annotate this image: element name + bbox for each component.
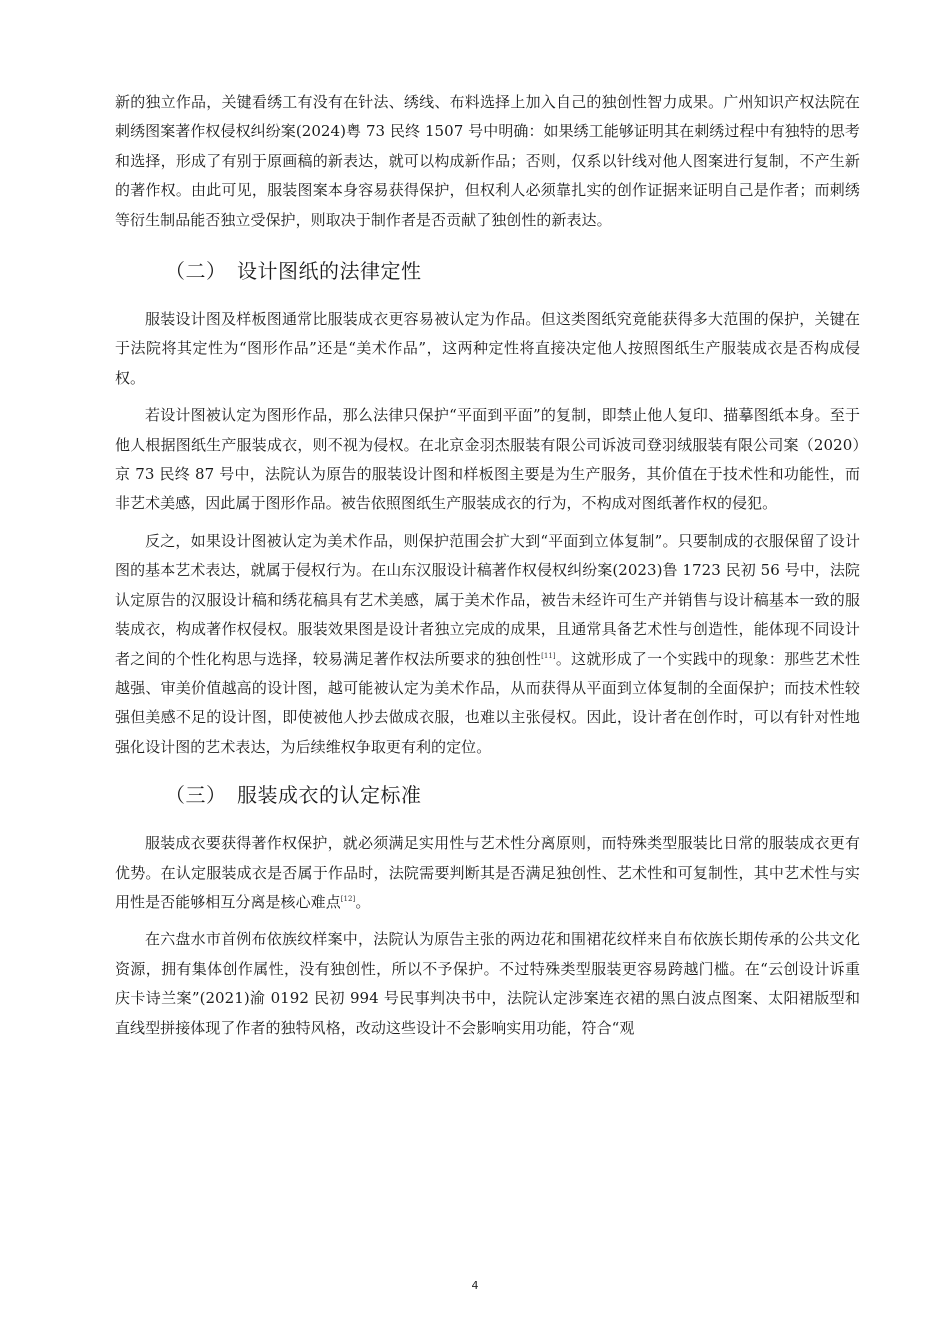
paragraph-text: 服装设计图及样板图通常比服装成衣更容易被认定为作品。但这类图纸究竟能获得多大范围的保护，关键在于法院将其定性为“图形作品”还是“美术作品”，这两种定性将直接决定他人按照图纸生产服装成衣是否构成侵权。	[115, 310, 860, 387]
paragraph	[115, 88, 860, 235]
section-heading-number: （二）	[165, 259, 227, 284]
section-heading-title: 服装成衣的认定标准	[237, 783, 422, 808]
paragraph-text: 新的独立作品，关键看绣工有没有在针法、绣线、布料选择上加入自己的独创性智力成果。广州知识产权法院在刺绣图案著作权侵权纠纷案(2024)粤 73 民终 1507 号中明确：如果绣工能够证明其在刺绣过程中有独特的思考和选择，形成了有别于原画稿的新表达，就可以构成新作品；否则，仅系以针线对他人图案进行复制，不产生新的著作权。由此可见，服装图案本身容易获得保护，但权利人必须靠扎实的创作证据来证明自己是作者；而刺绣等衍生制品能否独立受保护，则取决于制作者是否贡献了独创性的新表达。	[115, 93, 860, 229]
paragraph-text: 若设计图被认定为图形作品，那么法律只保护“平面到平面”的复制，即禁止他人复印、描摹图纸本身。至于他人根据图纸生产服装成衣，则不视为侵权。在北京金羽杰服装有限公司诉波司登羽绒服装有限公司案（2020）京 73 民终 87 号中，法院认为原告的服装设计图和样板图主要是为生产服务，其价值在于技术性和功能性，而非艺术美感，因此属于图形作品。被告依照图纸生产服装成衣的行为，不构成对图纸著作权的侵犯。	[115, 406, 860, 513]
footnote-reference[interactable]: [11]	[541, 651, 556, 660]
paragraph-text: 服装成衣要获得著作权保护，就必须满足实用性与艺术性分离原则，而特殊类型服装比日常的服装成衣更有优势。在认定服装成衣是否属于作品时，法院需要判断其是否满足独创性、艺术性和可复制性，其中艺术性与实用性是否能够相互分离是核心难点	[115, 834, 860, 911]
paragraph	[115, 829, 860, 917]
paragraph-text: 。	[355, 892, 371, 911]
paragraph	[115, 925, 860, 1043]
document-body	[115, 88, 860, 1043]
section-heading	[115, 781, 860, 809]
page-number: 4	[471, 1279, 479, 1292]
footnote-reference[interactable]: [12]	[340, 894, 356, 903]
section-heading-title: 设计图纸的法律定性	[237, 259, 422, 284]
paragraph	[115, 401, 860, 519]
paragraph	[115, 527, 860, 762]
paragraph-text: 在六盘水市首例布依族纹样案中，法院认为原告主张的两边花和围裙花纹样来自布依族长期传承的公共文化资源，拥有集体创作属性，没有独创性，所以不予保护。不过特殊类型服装更容易跨越门槛。在“云创设计诉重庆卡诗兰案”(2021)渝 0192 民初 994 号民事判决书中，法院认定涉案连衣裙的黑白波点图案、太阳裙版型和直线型拼接体现了作者的独特风格，改动这些设计不会影响实用功能，符合“观	[115, 930, 860, 1037]
paragraph	[115, 305, 860, 393]
section-heading-number: （三）	[165, 783, 227, 808]
paragraph-text: 。这就形成了一个实践中的现象：那些艺术性越强、审美价值越高的设计图，越可能被认定为美术作品，从而获得从平面到立体复制的全面保护；而技术性较强但美感不足的设计图，即使被他人抄去做成衣服，也难以主张侵权。因此，设计者在创作时，可以有针对性地强化设计图的艺术表达，为后续维权争取更有利的定位。	[115, 649, 860, 756]
section-heading	[115, 257, 860, 285]
paragraph-text: 反之，如果设计图被认定为美术作品，则保护范围会扩大到“平面到立体复制”。只要制成的衣服保留了设计图的基本艺术表达，就属于侵权行为。在山东汉服设计稿著作权侵权纠纷案(2023)鲁 1723 民初 56 号中，法院认定原告的汉服设计稿和绣花稿具有艺术美感，属于美术作品，被告未经许可生产并销售与设计稿基本一致的服装成衣，构成著作权侵权。服装效果图是设计者独立完成的成果，且通常具备艺术性与创造性，能体现不同设计者之间的个性化构思与选择，较易满足著作权法所要求的独创性	[115, 531, 860, 668]
